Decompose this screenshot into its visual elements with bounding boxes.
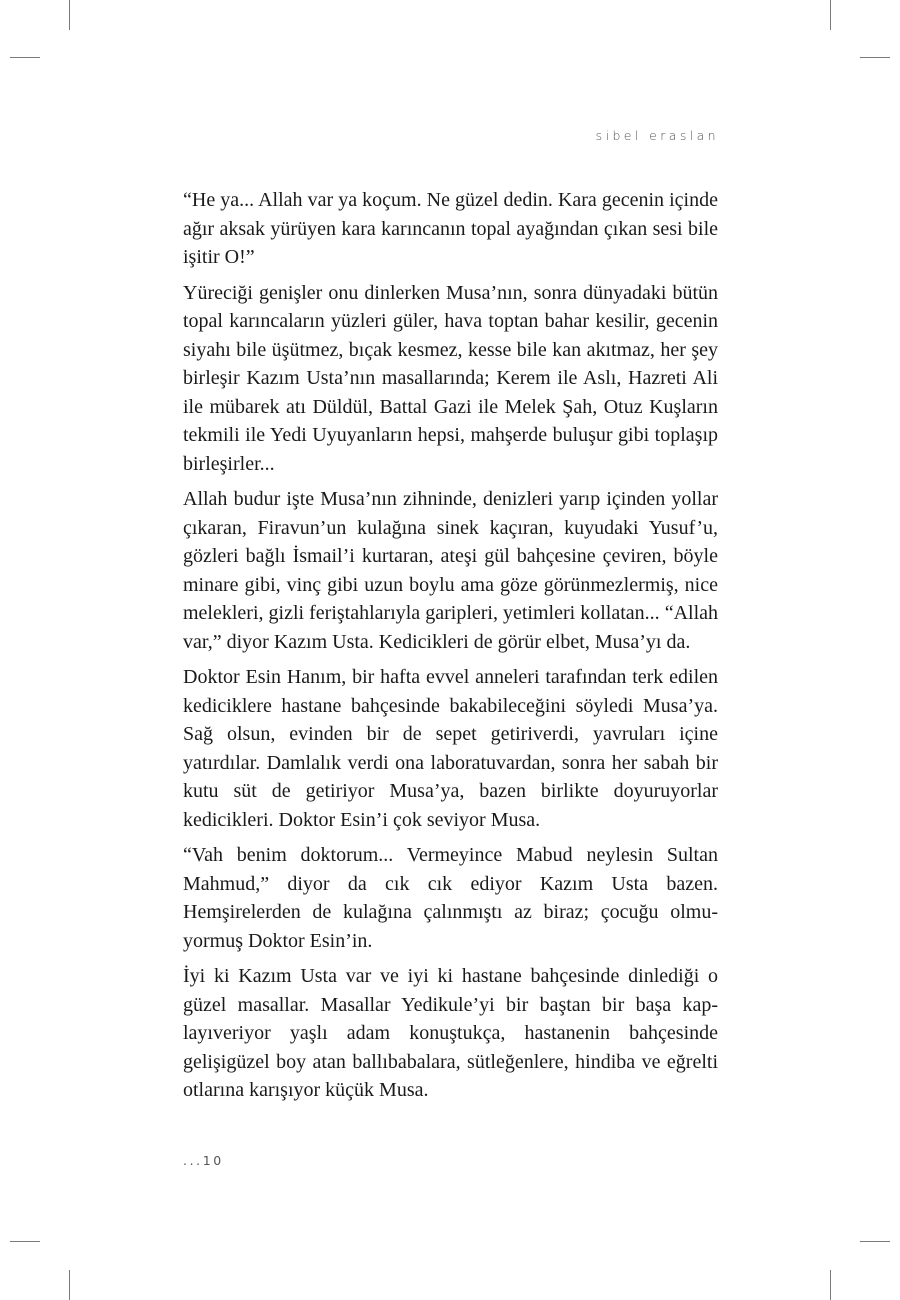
crop-mark-bottom-right-vertical (830, 1270, 831, 1300)
crop-mark-bottom-left-horizontal (10, 1241, 40, 1242)
crop-mark-top-right-horizontal (860, 57, 890, 58)
crop-mark-top-left-horizontal (10, 57, 40, 58)
paragraph: “Vah benim doktorum... Vermeyince Mabud neylesin Sultan Mahmud,” diyor da cık cık ediyor Kazım Usta bazen. Hemşirelerden de kulağına çalınmıştı az biraz; çocuğu olmuyormuş Doktor Esin’in. (183, 844, 718, 952)
crop-mark-bottom-left-vertical (69, 1270, 70, 1300)
crop-mark-top-left-vertical (69, 0, 70, 30)
paragraph: “He ya... Allah var ya koçum. Ne güzel dedin. Kara gecenin içinde ağır aksak yürüyen kara karıncanın topal ayağından çıkan sesi bile işitir O!” (183, 189, 718, 268)
paragraph: İyi ki Kazım Usta var ve iyi ki hastane bahçesinde dinlediği o güzel masallar. Masallar Yedikule’yi bir baştan bir başa kaplayıveriyor yaşlı adam konuştukça, hastanenin bahçesinde gelişigüzel boy atan ballıbabalara, sütleğenlere, hindiba ve eğrelti otlarına karışıyor küçük Musa. (183, 965, 718, 1101)
running-head: sibel eraslan (595, 128, 719, 143)
paragraph: Doktor Esin Hanım, bir hafta evvel anneleri tarafından terk edilen kediciklere hastane bahçesinde bakabileceğini söyledi Musa’ya. Sağ olsun, evinden bir de sepet getiriverdi, yavruları içine yatırdılar. Damlalık verdi ona laboratuvardan, sonra her sabah bir kutu süt de getiriyor Musa’ya, bazen birlikte doyuruyorlar kedicikleri. Doktor Esin’i çok seviyor Musa. (183, 666, 718, 831)
body-text (183, 186, 718, 1112)
paragraph: Yüreciği genişler onu dinlerken Musa’nın, sonra dünyadaki bütün topal karıncaların yüzleri güler, hava toptan bahar kesilir, gecenin siyahı bile üşütmez, bıçak kesmez, kesse bile kan akıtmaz, her şey birleşir Kazım Usta’nın masallarında; Kerem ile Aslı, Hazreti Ali ile mübarek atı Düldül, Battal Gazi ile Melek Şah, Otuz Kuşların tekmili ile Yedi Uyuyanların hepsi, mahşerde buluşur gibi toplaşıp birleşirler... (183, 281, 718, 475)
paragraph: Allah budur işte Musa’nın zihninde, denizleri yarıp içinden yollar çıkaran, Firavun’un kulağına sinek kaçıran, kuyudaki Yusuf’u, gözleri bağlı İsmail’i kurtaran, ateşi gül bahçesine çeviren, böyle minare gibi, vinç gibi uzun boylu ama göze görünmezlermiş, nice melekleri, gizli feriştahlarıyla garipleri, yetimleri kollatan... “Allah var,” diyor Kazım Usta. Kedicikleri de görür elbet, Musa’yı da. (183, 488, 718, 653)
crop-mark-bottom-right-horizontal (860, 1241, 890, 1242)
page-number: ...10 (183, 1153, 224, 1168)
crop-mark-top-right-vertical (830, 0, 831, 30)
